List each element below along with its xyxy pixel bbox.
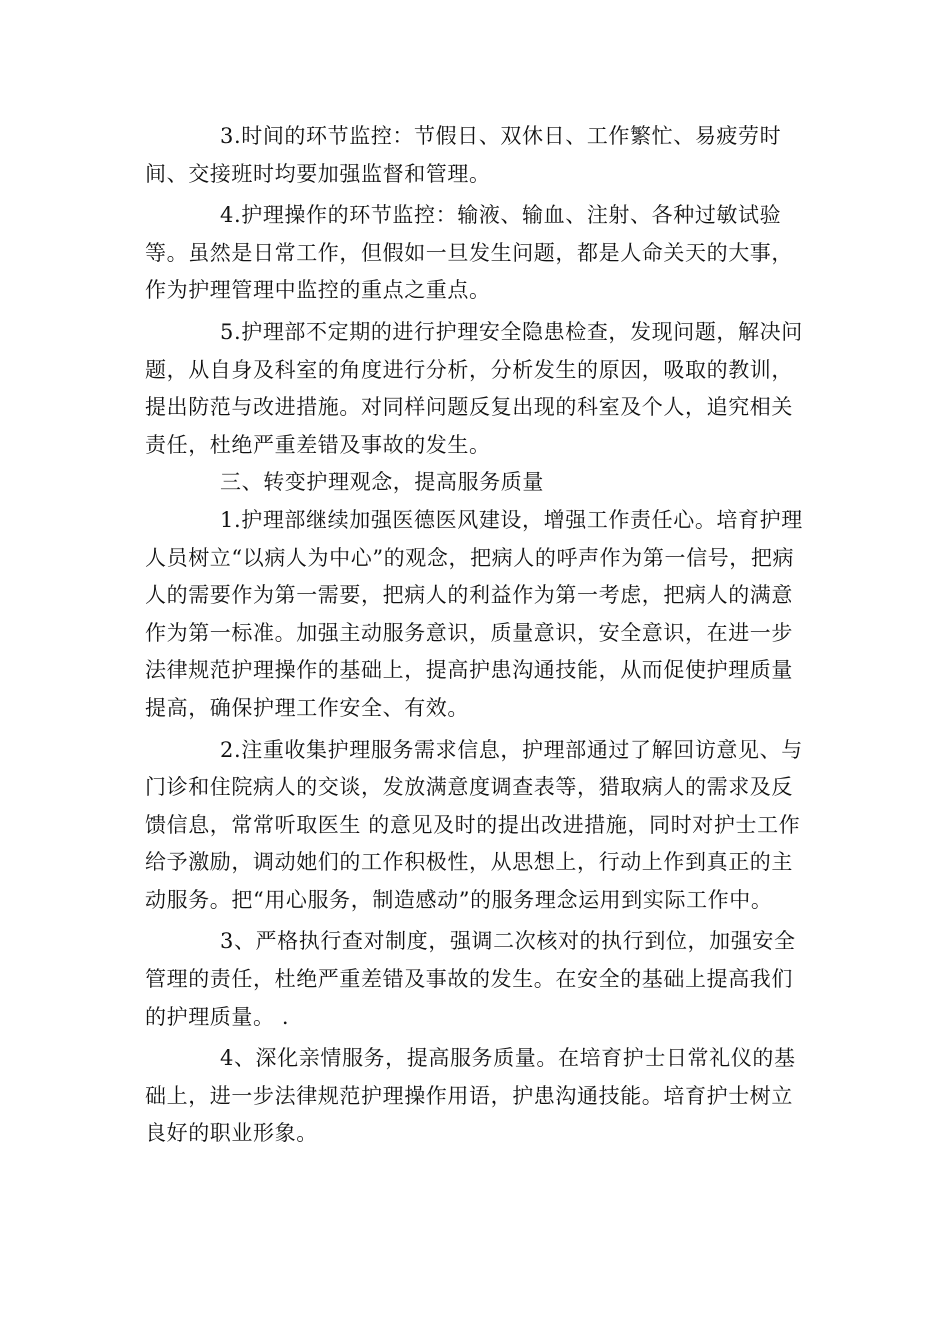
paragraph-check-system: 3、严格执行查对制度，强调二次核对的执行到位，加强安全管理的责任，杜绝严重差错及事故的发生。在安全的基础上提高我们的护理质量。 . <box>145 929 796 1029</box>
paragraph-kinship-service: 4、深化亲情服务，提高服务质量。在培育护士日常礼仪的基础上，进一步法律规范护理操作用语，护患沟通技能。培育护士树立良好的职业形象。 <box>145 1046 796 1146</box>
document-page <box>145 118 805 1153</box>
paragraph-time-monitoring: 3.时间的环节监控：节假日、双休日、工作繁忙、易疲劳时间、交接班时均要加强监督和管理。 <box>145 124 782 186</box>
section-heading-service-quality: 三、转变护理观念，提高服务质量 <box>220 470 544 495</box>
paragraph-operation-monitoring: 4.护理操作的环节监控：输液、输血、注射、各种过敏试验等。虽然是日常工作，但假如一旦发生问题，都是人命关天的大事，作为护理管理中监控的重点之重点。 <box>145 203 793 303</box>
paragraph-safety-inspection: 5.护理部不定期的进行护理安全隐患检查，发现问题，解决问题，从自身及科室的角度进行分析，分析发生的原因，吸取的教训，提出防范与改进措施。对同样问题反复出现的科室及个人，追究相关责任，杜绝严重差错及事故的发生。 <box>145 319 803 457</box>
paragraph-ethics-building: 1.护理部继续加强医德医风建设，增强工作责任心。培育护理人员树立“以病人为中心”的观念，把病人的呼声作为第一信号，把病人的需要作为第一需要，把病人的利益作为第一考虑，把病人的满意作为第一标准。加强主动服务意识，质量意识，安全意识，在进一步法律规范护理操作的基础上，提高护患沟通技能，从而促使护理质量提高，确保护理工作安全、有效。 <box>145 507 803 720</box>
paragraph-demand-collection: 2.注重收集护理服务需求信息，护理部通过了解回访意见、与门诊和住院病人的交谈，发放满意度调查表等，猎取病人的需求及反馈信息，常常听取医生 的意见及时的提出改进措施，同时对护士工作给予激励，调动她们的工作积极性，从思想上，行动上作到真正的主动服务。把“用心服务，制造感动”的服务理念运用到实际工作中。 <box>145 737 803 912</box>
